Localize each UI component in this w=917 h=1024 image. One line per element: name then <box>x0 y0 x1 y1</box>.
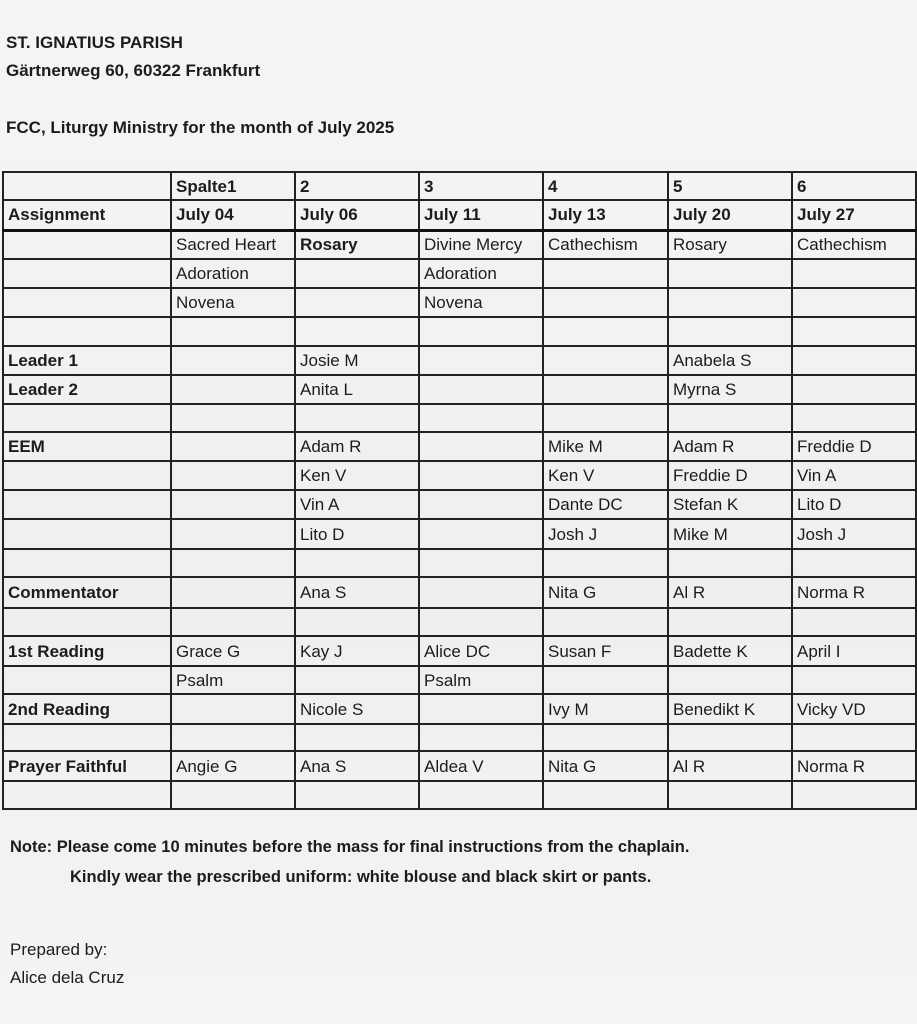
table-cell: Vicky VD <box>792 694 916 724</box>
table-cell: Benedikt K <box>668 694 792 724</box>
table-cell: Norma R <box>792 577 916 608</box>
devotion-row <box>3 230 916 259</box>
note-line-1: Note: Please come 10 minutes before the mass for final instructions from the chaplain. <box>10 838 690 856</box>
table-cell: Al R <box>668 751 792 781</box>
prepared-by-name: Alice dela Cruz <box>10 968 125 987</box>
table-cell <box>295 666 419 694</box>
table-cell: Josh J <box>792 519 916 549</box>
table-cell <box>3 519 171 549</box>
table-cell <box>792 375 916 404</box>
devotion-row <box>3 259 916 288</box>
column-number-cell: 5 <box>668 172 792 200</box>
prepared-by-label: Prepared by: <box>10 940 108 959</box>
table-cell <box>792 666 916 694</box>
table-cell <box>419 694 543 724</box>
table-cell <box>419 461 543 490</box>
row-label: 1st Reading <box>3 636 171 666</box>
table-cell: Aldea V <box>419 751 543 781</box>
date-cell: July 27 <box>792 200 916 230</box>
spacer-row <box>3 549 916 577</box>
table-cell <box>792 346 916 375</box>
table-cell <box>419 490 543 519</box>
table-cell <box>668 259 792 288</box>
date-cell: July 11 <box>419 200 543 230</box>
date-cell: July 13 <box>543 200 668 230</box>
table-cell: Nita G <box>543 751 668 781</box>
eem-row <box>3 490 916 519</box>
table-cell <box>419 577 543 608</box>
table-cell: April I <box>792 636 916 666</box>
prayer-faithful-row <box>3 751 916 781</box>
table-cell: Myrna S <box>668 375 792 404</box>
table-cell <box>419 375 543 404</box>
table-cell <box>171 346 295 375</box>
table-cell: Mike M <box>668 519 792 549</box>
row-label: Commentator <box>3 577 171 608</box>
date-cell: July 04 <box>171 200 295 230</box>
table-cell: Josh J <box>543 519 668 549</box>
table-cell <box>543 666 668 694</box>
spacer-row <box>3 317 916 346</box>
column-number-cell: 3 <box>419 172 543 200</box>
table-cell: Nita G <box>543 577 668 608</box>
column-number-cell: Spalte1 <box>171 172 295 200</box>
spacer-row <box>3 608 916 636</box>
table-cell: Badette K <box>668 636 792 666</box>
spacer-row <box>3 781 916 809</box>
parish-address: Gärtnerweg 60, 60322 Frankfurt <box>6 61 261 80</box>
table-cell <box>3 490 171 519</box>
table-cell: Vin A <box>295 490 419 519</box>
table-cell: Anabela S <box>668 346 792 375</box>
table-cell <box>543 288 668 317</box>
table-cell: Mike M <box>543 432 668 461</box>
table-cell <box>3 666 171 694</box>
table-cell: Susan F <box>543 636 668 666</box>
table-cell: Grace G <box>171 636 295 666</box>
table-cell: Ken V <box>295 461 419 490</box>
table-cell: Sacred Heart <box>171 230 295 259</box>
commentator-row <box>3 577 916 608</box>
table-cell: Novena <box>171 288 295 317</box>
table-cell: Alice DC <box>419 636 543 666</box>
table-cell: Vin A <box>792 461 916 490</box>
table-cell <box>171 375 295 404</box>
table-cell: Psalm <box>419 666 543 694</box>
table-cell: Freddie D <box>792 432 916 461</box>
second-reading-row <box>3 694 916 724</box>
column-number-cell: 6 <box>792 172 916 200</box>
first-reading-row <box>3 636 916 666</box>
row-label: Leader 2 <box>3 375 171 404</box>
row-label: EEM <box>3 432 171 461</box>
table-cell: Kay J <box>295 636 419 666</box>
table-cell: Ken V <box>543 461 668 490</box>
table-cell: Psalm <box>171 666 295 694</box>
table-cell <box>419 346 543 375</box>
table-cell <box>171 577 295 608</box>
eem-row <box>3 432 916 461</box>
table-cell: Freddie D <box>668 461 792 490</box>
table-cell <box>668 288 792 317</box>
eem-row <box>3 461 916 490</box>
table-cell <box>171 694 295 724</box>
table-cell <box>419 432 543 461</box>
table-cell: Cathechism <box>543 230 668 259</box>
table-cell: Ivy M <box>543 694 668 724</box>
spacer-row <box>3 404 916 432</box>
table-cell <box>543 346 668 375</box>
row-label: Leader 1 <box>3 346 171 375</box>
column-number-cell: 4 <box>543 172 668 200</box>
table-cell: Norma R <box>792 751 916 781</box>
table-cell <box>792 288 916 317</box>
table-cell <box>295 259 419 288</box>
table-cell: Stefan K <box>668 490 792 519</box>
table-cell: Ana S <box>295 751 419 781</box>
table-cell: Adoration <box>171 259 295 288</box>
table-cell <box>171 461 295 490</box>
row-label: Prayer Faithful <box>3 751 171 781</box>
column-number-cell: 2 <box>295 172 419 200</box>
table-cell <box>668 666 792 694</box>
date-cell: July 06 <box>295 200 419 230</box>
table-cell: Angie G <box>171 751 295 781</box>
table-cell <box>171 432 295 461</box>
column-number-cell <box>3 172 171 200</box>
table-cell: Adam R <box>668 432 792 461</box>
parish-name: ST. IGNATIUS PARISH <box>6 33 183 52</box>
table-cell: Adam R <box>295 432 419 461</box>
ministry-title: FCC, Liturgy Ministry for the month of July 2025 <box>6 118 395 137</box>
table-cell: Cathechism <box>792 230 916 259</box>
date-header-row <box>3 200 916 230</box>
table-cell: Anita L <box>295 375 419 404</box>
table-cell: Lito D <box>295 519 419 549</box>
table-cell: Rosary <box>295 230 419 259</box>
spacer-row <box>3 724 916 751</box>
row-label: 2nd Reading <box>3 694 171 724</box>
table-cell <box>3 230 171 259</box>
table-cell <box>543 375 668 404</box>
assignment-header: Assignment <box>3 200 171 230</box>
table-cell <box>419 519 543 549</box>
table-cell: Lito D <box>792 490 916 519</box>
date-cell: July 20 <box>668 200 792 230</box>
table-cell: Novena <box>419 288 543 317</box>
table-cell: Nicole S <box>295 694 419 724</box>
table-cell <box>3 259 171 288</box>
table-cell: Josie M <box>295 346 419 375</box>
table-cell: Dante DC <box>543 490 668 519</box>
note-line-2: Kindly wear the prescribed uniform: white blouse and black skirt or pants. <box>70 868 652 886</box>
devotion-row <box>3 288 916 317</box>
table-cell <box>3 288 171 317</box>
table-cell: Ana S <box>295 577 419 608</box>
leader2-row <box>3 375 916 404</box>
table-cell <box>295 288 419 317</box>
table-cell: Divine Mercy <box>419 230 543 259</box>
table-cell <box>171 519 295 549</box>
table-cell: Al R <box>668 577 792 608</box>
column-number-row <box>3 172 916 200</box>
table-cell <box>543 259 668 288</box>
psalm-row <box>3 666 916 694</box>
roster-table <box>2 171 917 810</box>
table-cell <box>3 461 171 490</box>
eem-row <box>3 519 916 549</box>
table-cell: Rosary <box>668 230 792 259</box>
table-cell <box>792 259 916 288</box>
leader1-row <box>3 346 916 375</box>
table-cell: Adoration <box>419 259 543 288</box>
table-cell <box>171 490 295 519</box>
